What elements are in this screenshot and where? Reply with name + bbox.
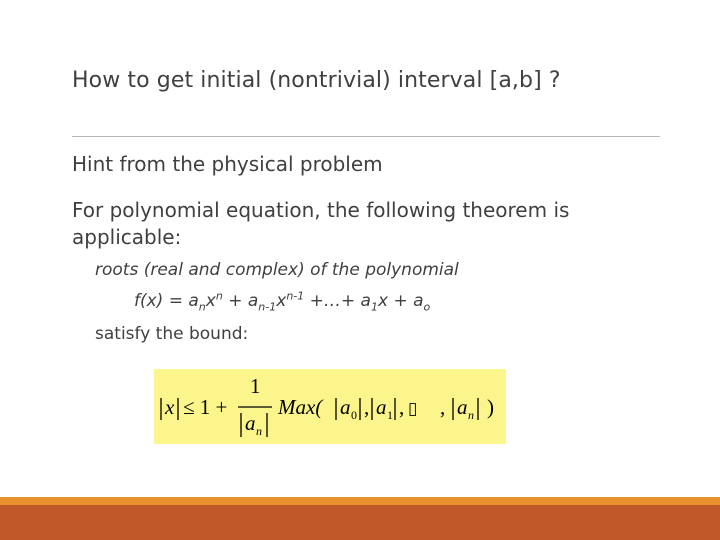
formula-comma-2: , bbox=[399, 395, 405, 419]
formula-comma-3: , bbox=[440, 395, 446, 419]
bound-formula bbox=[154, 369, 506, 444]
polynomial-expression: $f(x) = a_nx^n + a_{n-1}x^{n-1}$ +…+ $a_1x + a_o$ bbox=[134, 289, 431, 314]
formula-a1-sub: 1 bbox=[387, 408, 393, 422]
formula-le: ≤ 1 + bbox=[183, 395, 228, 419]
formula-max: Max( bbox=[278, 395, 323, 419]
formula-denominator-a: a bbox=[245, 411, 256, 435]
formula-close-paren: ) bbox=[487, 395, 494, 419]
hint-paragraph: Hint from the physical problem bbox=[72, 152, 383, 176]
formula-a1: a bbox=[376, 395, 387, 419]
slide-title: How to get initial (nontrivial) interval [a,b] ? bbox=[72, 68, 561, 93]
formula-box bbox=[154, 369, 506, 444]
formula-missing-glyph: ▯ bbox=[408, 399, 418, 418]
roots-line: roots (real and complex) of the polynomial bbox=[95, 260, 459, 280]
footer-accent bbox=[0, 497, 720, 505]
formula-comma-1: , bbox=[364, 395, 370, 419]
formula-an-sub: n bbox=[468, 408, 474, 422]
bound-line: satisfy the bound: bbox=[95, 324, 249, 344]
formula-a0: a bbox=[340, 395, 351, 419]
formula-x: x bbox=[165, 395, 175, 419]
polynomial-intro-paragraph: For polynomial equation, the following theorem is applicable: bbox=[72, 198, 570, 249]
formula-an: a bbox=[457, 395, 468, 419]
formula-numerator: 1 bbox=[250, 374, 261, 398]
title-divider bbox=[72, 136, 660, 137]
formula-a0-sub: 0 bbox=[351, 408, 357, 422]
formula-denominator-sub: n bbox=[256, 424, 262, 438]
